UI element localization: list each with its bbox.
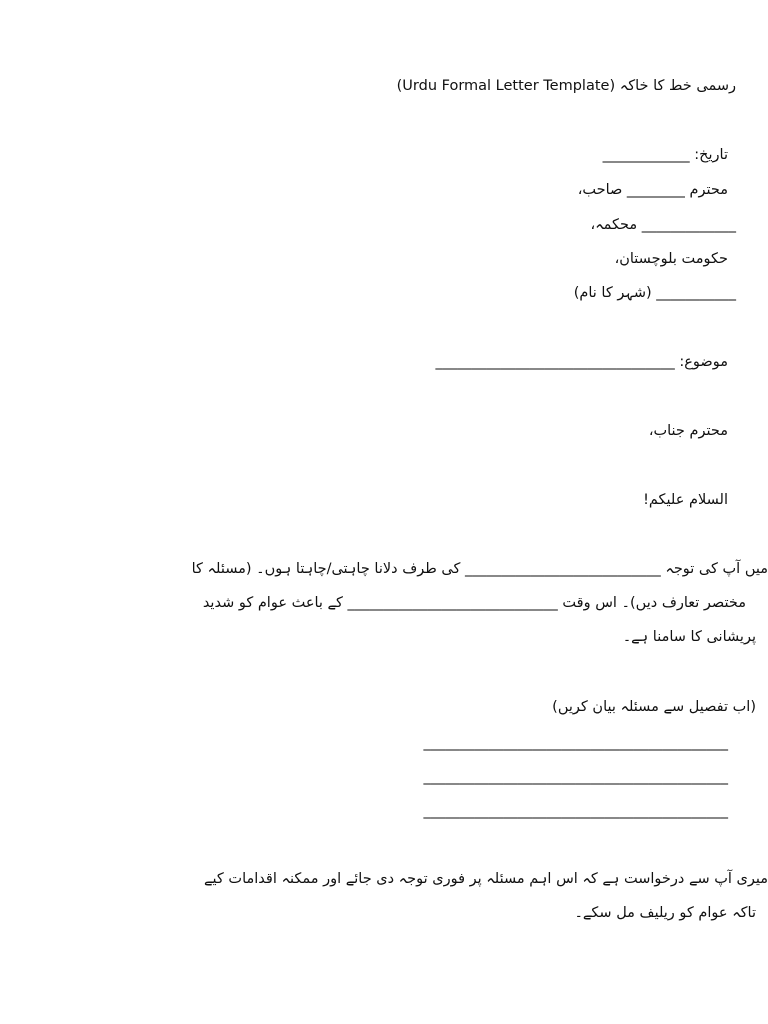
- body-line-1: میں آپ کی توجہ ___________________________ کی طرف دلانا چاہتی/چاہتا ہوں۔ (مسئلہ کا: [191, 561, 768, 577]
- greeting: السلام علیکم!: [643, 492, 728, 508]
- detail-blank-line: __________________________________________: [423, 803, 728, 819]
- subject-line: موضوع: _________________________________: [435, 354, 728, 370]
- detail-blank-line: __________________________________________: [423, 735, 728, 751]
- respected-sir: محترم جناب،: [648, 423, 728, 439]
- recipient-city: ___________ (شہر کا نام): [573, 285, 736, 301]
- letter-title: رسمی خط کا خاکہ (Urdu Formal Letter Template): [396, 78, 736, 94]
- detail-blank-line: __________________________________________: [423, 769, 728, 785]
- detail-prompt: (اب تفصیل سے مسئلہ بیان کریں): [552, 699, 756, 715]
- date-line: تاریخ: ____________: [602, 147, 728, 163]
- recipient-name: محترم ________ صاحب،: [577, 182, 728, 198]
- request-line-2: تاکہ عوام کو ریلیف مل سکے۔: [574, 905, 756, 921]
- body-line-2: مختصر تعارف دیں)۔ اس وقت _____________________________ کے باعث عوام کو شدید: [202, 595, 746, 611]
- request-line-1: میری آپ سے درخواست ہے کہ اس اہم مسئلہ پر فوری توجہ دی جائے اور ممکنہ اقدامات کیے: [204, 871, 768, 887]
- body-line-3: پریشانی کا سامنا ہے۔: [622, 629, 756, 645]
- recipient-government: حکومت بلوچستان،: [614, 251, 728, 267]
- recipient-department: _____________ محکمہ،: [590, 217, 736, 233]
